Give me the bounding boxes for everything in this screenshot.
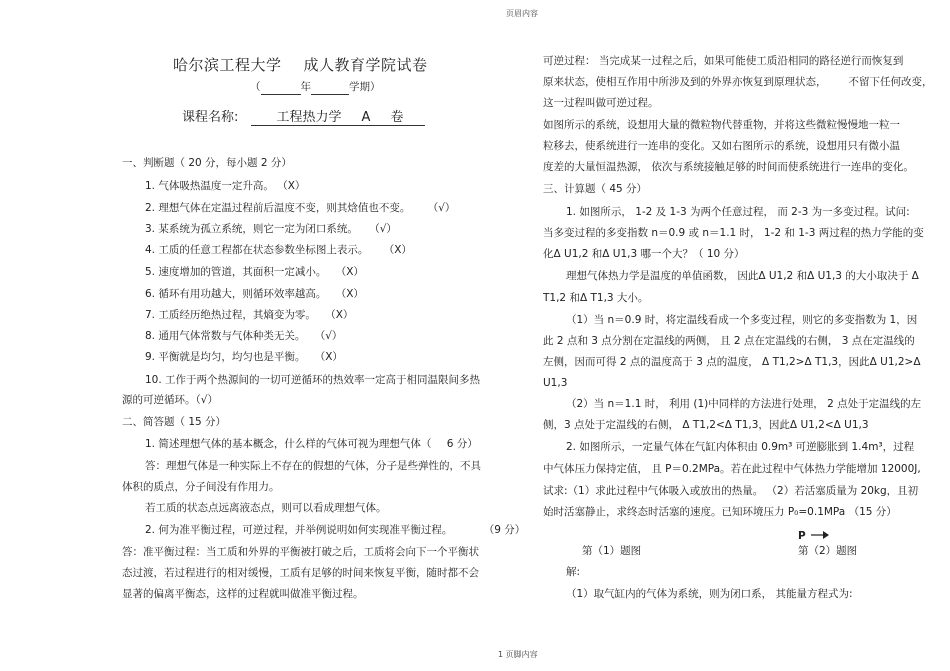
solution-label: 解: bbox=[566, 566, 581, 578]
course-name-field: 工程热力学 A 卷 bbox=[251, 106, 425, 126]
right-arrow-icon bbox=[811, 530, 829, 540]
title-college: 成人教育学院试卷 bbox=[303, 56, 428, 74]
calc-1-line10: （2）当 n＝1.1 时， 利用 (1)中同样的方法进行处理， 2 点处于定温线的左 bbox=[566, 398, 922, 410]
calc-2-line4: 始时活塞静止，求终态时活塞的速度。已知环境压力 P₀=0.1MPa （15 分） bbox=[543, 506, 897, 518]
title-school: 哈尔滨工程大学 bbox=[173, 56, 282, 74]
section-title-calc: 三、计算题（ 45 分） bbox=[543, 183, 648, 195]
judge-item: 4. 工质的任意工程都在状态参数坐标图上表示。 （X） bbox=[145, 244, 412, 256]
calc-1-line7: 此 2 点和 3 点分割在定温线的两侧， 且 2 点在定温线的右侧， 3 点在定温线的 bbox=[543, 335, 915, 347]
answer-2-line2: 态过渡，若过程进行的相对缓慢，工质有足够的时间来恢复平衡，随时都不会 bbox=[122, 567, 479, 579]
semester-blank bbox=[311, 80, 349, 95]
reversible-def-line1: 可逆过程： 当完成某一过程之后，如果可能使工质沿相同的路径逆行而恢复到 bbox=[543, 55, 904, 67]
judge-item: 5. 速度增加的管道，其面积一定减小。 （X） bbox=[145, 266, 364, 278]
section-title-short-answer: 二、简答题（ 15 分） bbox=[122, 416, 227, 428]
judge-item-10-line2: 源的可逆循环。（√） bbox=[122, 394, 218, 406]
calc-2-line1: 2. 如图所示，一定量气体在气缸内体积由 0.9m³ 可逆膨胀到 1.4m³，过程 bbox=[566, 441, 915, 453]
page-footer: 1 页脚内容 bbox=[498, 650, 538, 659]
exam-title bbox=[173, 54, 428, 75]
calc-1-line11: 侧，3 点处于定温线的右侧， Δ T1,2<Δ T1,3，因此Δ U1,2<Δ U1,3 bbox=[543, 419, 869, 431]
answer-1-line1: 答：理想气体是一种实际上不存在的假想的气体，分子是些弹性的，不具 bbox=[145, 460, 481, 472]
solution-line1: （1）取气缸内的气体为系统，则为闭口系， 其能量方程式为: bbox=[566, 588, 853, 600]
figure-1-caption: 第（1）题图 bbox=[582, 545, 642, 557]
calc-1-line9: U1,3 bbox=[543, 377, 568, 389]
example-line1: 如图所示的系统，设想用大量的微粒物代替重物，并将这些微粒慢慢地一粒一 bbox=[543, 119, 900, 131]
judge-item: 3. 某系统为孤立系统，则它一定为闭口系统。 （√） bbox=[145, 223, 397, 235]
calc-1-line1: 1. 如图所示， 1-2 及 1-3 为两个任意过程， 而 2-3 为一多变过程。试问: bbox=[566, 206, 910, 218]
calc-2-line3: 试求:（1）求此过程中气体吸入或放出的热量。 （2）若活塞质量为 20kg，且初 bbox=[543, 485, 919, 497]
example-line2: 粒移去，使系统进行一连串的变化。又如右图所示的系统，设想用只有微小温 bbox=[543, 140, 900, 152]
figure-2-caption: 第（2）题图 bbox=[798, 545, 858, 557]
course-line bbox=[182, 106, 425, 126]
judge-item: 2. 理想气体在定温过程前后温度不变，则其焓值也不变。 （√） bbox=[145, 202, 456, 214]
judge-item: 9. 平衡就是均匀，均匀也是平衡。 （X） bbox=[145, 351, 343, 363]
page-header: 页眉内容 bbox=[506, 9, 538, 18]
calc-1-line6: （1）当 n＝0.9 时，将定温线看成一个多变过程，则它的多变指数为 1，因 bbox=[566, 314, 918, 326]
calc-1-line2: 当多变过程的多变指数 n＝0.9 或 n＝1.1 时， 1-2 和 1-3 两过程的热力学能的变 bbox=[543, 227, 924, 239]
judge-item: 8. 通用气体常数与气体种类无关。 （√） bbox=[145, 330, 343, 342]
calc-2-line2: 中气体压力保持定值， 且 P＝0.2MPa。若在此过程中气体热力学能增加 12000J, bbox=[543, 463, 921, 475]
judge-item: 1. 气体吸热温度一定升高。 （X） bbox=[145, 180, 306, 192]
calc-1-line4: 理想气体热力学是温度的单值函数， 因此Δ U1,2 和Δ U1,3 的大小取决于 Δ bbox=[566, 270, 919, 282]
judge-item: 7. 工质经历绝热过程，其熵变为零。 （X） bbox=[145, 309, 354, 321]
reversible-def-line3: 这一过程叫做可逆过程。 bbox=[543, 97, 659, 109]
answer-1-line2: 体积的质点，分子间没有作用力。 bbox=[122, 481, 280, 493]
answer-2-line3: 显著的偏离平衡态，这样的过程就叫做准平衡过程。 bbox=[122, 588, 364, 600]
course-label: 课程名称: bbox=[182, 110, 239, 125]
pressure-arrow-label: P bbox=[798, 524, 829, 543]
short-answer-q1: 1. 简述理想气体的基本概念，什么样的气体可视为理想气体（ 6 分） bbox=[145, 438, 478, 450]
reversible-def-line2: 原来状态，使相互作用中所涉及到的外界亦恢复到原理状态， 不留下任何改变， bbox=[543, 76, 933, 88]
term-line: （ 年 学期） bbox=[250, 81, 381, 93]
short-answer-q2: 2. 何为准平衡过程，可逆过程，并举例说明如何实现准平衡过程。 （9 分） bbox=[145, 524, 526, 536]
answer-1-line3: 若工质的状态点远离液态点，则可以看成理想气体。 bbox=[145, 502, 387, 514]
year-blank bbox=[261, 80, 301, 95]
example-line3: 度差的大量恒温热源， 依次与系统接触足够的时间而使系统进行一连串的变化。 bbox=[543, 161, 914, 173]
calc-1-line5: T1,2 和Δ T1,3 大小。 bbox=[543, 292, 649, 304]
judge-item-10-line1: 10. 工作于两个热源间的一切可逆循环的热效率一定高于相同温限间多热 bbox=[145, 374, 481, 386]
answer-2-line1: 答：准平衡过程：当工质和外界的平衡被打破之后，工质将会向下一个平衡状 bbox=[122, 546, 479, 558]
section-title-judge: 一、判断题（ 20 分，每小题 2 分） bbox=[122, 157, 292, 169]
calc-1-line8: 左侧，因而可得 2 点的温度高于 3 点的温度， Δ T1,2>Δ T1,3，因此Δ U1,2>Δ bbox=[543, 356, 921, 368]
judge-item: 6. 循环有用功越大，则循环效率越高。 （X） bbox=[145, 288, 364, 300]
calc-1-line3: 化Δ U1,2 和Δ U1,3 哪一个大？（ 10 分） bbox=[543, 248, 745, 260]
